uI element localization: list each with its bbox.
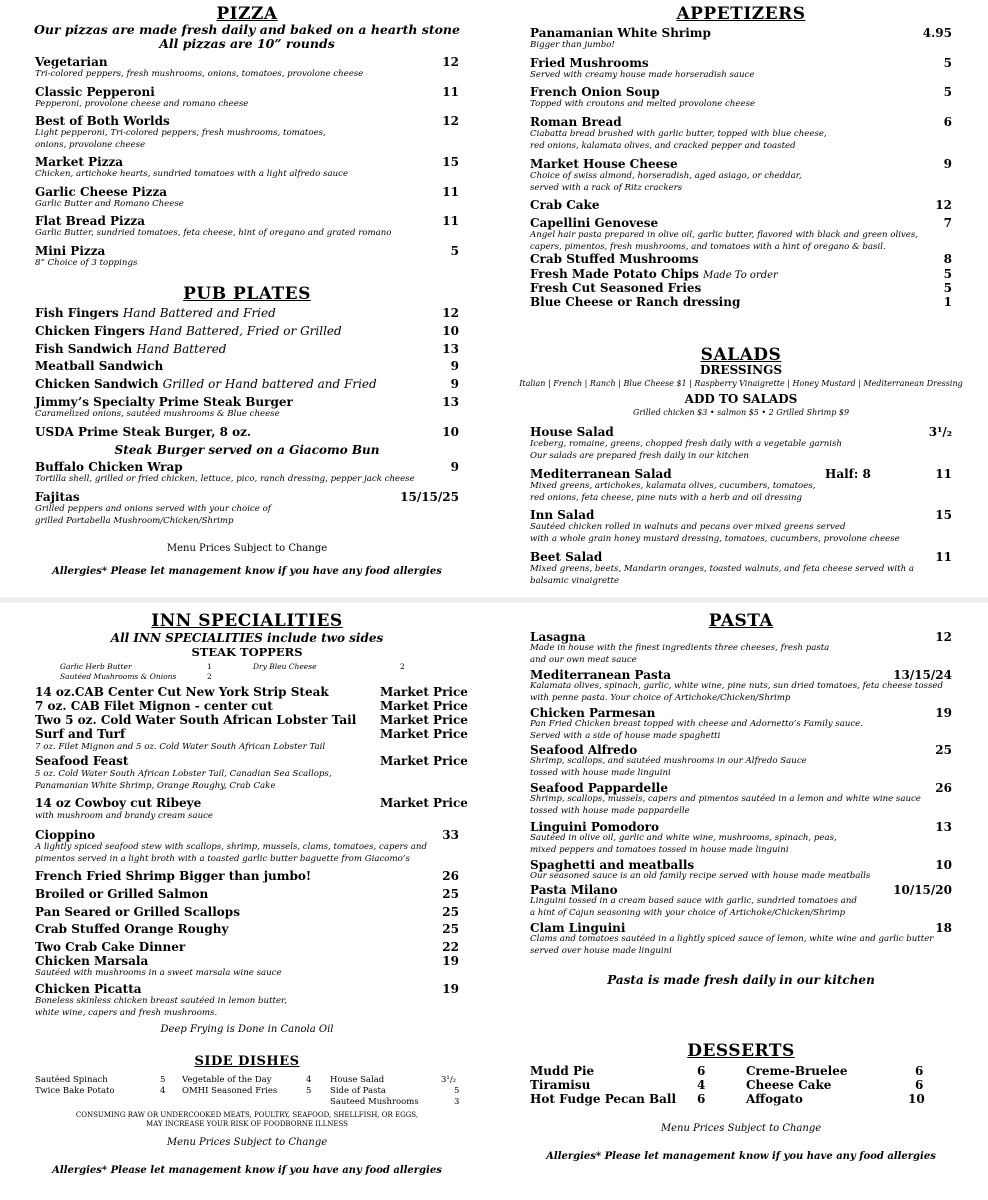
item-name: Crab Stuffed Orange Roughy xyxy=(35,922,229,936)
item-price: 8 xyxy=(943,252,952,266)
item-price: 9 xyxy=(450,377,459,391)
item-price: 12 xyxy=(442,55,459,69)
item-description: Mixed greens, artichokes, kalamata olives, cucumbers, tomatoes, red onions, feta cheese, pine nuts with a herb and oil dressing xyxy=(530,481,816,503)
item-description: Shrimp, scallops, and sautéed mushrooms in our Alfredo Sauce tossed with house made linguini xyxy=(530,756,807,778)
item-name xyxy=(35,324,342,338)
item-description: Boneless skinless chicken breast sautéed in lemon butter, white wine, capers and fresh mushrooms. xyxy=(35,996,287,1018)
item-description: Iceberg, romaine, greens, chopped fresh daily with a vegetable garnish Our salads are prepared fresh daily in our kitchen xyxy=(530,439,842,461)
prices-note: Menu Prices Subject to Change xyxy=(166,543,328,554)
item-price: 25 xyxy=(442,922,459,936)
item-price: 33 xyxy=(442,828,459,842)
item-price: 13 xyxy=(442,342,459,356)
pizza-subtitle-1: Our pizzas are made fresh daily and baked on a hearth stone xyxy=(34,22,460,37)
item-price: 5 xyxy=(943,85,952,99)
dessert-name: Mudd Pie xyxy=(530,1064,595,1078)
item-price: 11 xyxy=(935,550,952,564)
appetizers-heading: APPETIZERS xyxy=(676,4,806,24)
dessert-name: Hot Fudge Pecan Ball xyxy=(530,1092,677,1106)
side-price: 4 xyxy=(160,1086,166,1096)
item-description: Light pepperoni, Tri-colored peppers, fresh mushrooms, tomatoes, onions, provolone cheese xyxy=(35,128,326,150)
item-name: Surf and Turf xyxy=(35,727,126,741)
topper-name: Sautéed Mushrooms & Onions xyxy=(60,672,177,681)
item-price: 5 xyxy=(450,244,459,258)
item-price: 19 xyxy=(442,954,459,968)
item-name: Fresh Cut Seasoned Fries xyxy=(530,281,702,295)
item-name: Roman Bread xyxy=(530,115,622,129)
item-name: Buffalo Chicken Wrap xyxy=(35,460,183,474)
item-name xyxy=(35,377,377,391)
item-description: Topped with croutons and melted provolone cheese xyxy=(530,99,756,109)
item-inline-note: Grilled or Hand battered and Fried xyxy=(162,377,377,391)
item-price: 12 xyxy=(935,198,952,212)
item-name-text: Fish Sandwich xyxy=(35,342,133,356)
bun-note: Steak Burger served on a Giacomo Bun xyxy=(114,443,380,457)
item-name: 14 oz Cowboy cut Ribeye xyxy=(35,796,202,810)
pub-plates-heading: PUB PLATES xyxy=(183,284,311,304)
item-description: Caramelized onions, sautéed mushrooms & Blue cheese xyxy=(35,409,280,419)
item-name: Beet Salad xyxy=(530,550,603,564)
inn-specialities-heading: INN SPECIALITIES xyxy=(151,611,343,631)
item-price: 15 xyxy=(935,508,952,522)
item-price: Market Price xyxy=(380,796,468,810)
item-price: 18 xyxy=(935,921,952,935)
item-name: Capellini Genovese xyxy=(530,216,659,230)
allergy-note: Allergies* Please let management know if you have any food allergies xyxy=(52,566,442,577)
item-name xyxy=(35,306,276,320)
item-price: Market Price xyxy=(380,713,468,727)
consumption-warning-line-1: CONSUMING RAW OR UNDERCOOKED MEATS, POULTRY, SEAFOOD, SHELLFISH, OR EGGS, xyxy=(75,1111,419,1119)
item-price: 26 xyxy=(442,869,459,883)
item-name: Chicken Parmesan xyxy=(530,706,656,720)
item-name-text: Fresh Made Potato Chips xyxy=(530,267,699,281)
item-name: Seafood Alfredo xyxy=(530,743,638,757)
item-price: 11 xyxy=(442,214,459,228)
side-price: 3 xyxy=(454,1097,460,1107)
item-price: 9 xyxy=(450,359,459,373)
topper-price: 2 xyxy=(400,662,405,671)
item-name: Crab Cake xyxy=(530,198,600,212)
item-price: 10/15/20 xyxy=(893,883,952,897)
side-price: 5 xyxy=(454,1086,460,1096)
item-price: 13 xyxy=(935,820,952,834)
item-description: 8” Choice of 3 toppings xyxy=(35,258,138,268)
pasta-desserts-quadrant xyxy=(494,603,988,1200)
item-name: Panamanian White Shrimp xyxy=(530,26,711,40)
item-price: 9 xyxy=(450,460,459,474)
dessert-name: Cheese Cake xyxy=(746,1078,832,1092)
side-name: Side of Pasta xyxy=(330,1086,386,1096)
side-name: Vegetable of the Day xyxy=(182,1075,272,1085)
item-name: Market House Cheese xyxy=(530,157,678,171)
add-to-salads-list: Grilled chicken $3 • salmon $5 • 2 Grilled Shrimp $9 xyxy=(632,408,850,417)
item-price: 1 xyxy=(943,295,952,309)
side-name: Sauteed Mushrooms xyxy=(330,1097,419,1107)
item-name-text: Chicken Fingers xyxy=(35,324,145,338)
item-name: House Salad xyxy=(530,425,614,439)
item-name: Classic Pepperoni xyxy=(35,85,155,99)
dressings-heading: DRESSINGS xyxy=(699,363,783,377)
item-description: 7 oz. Filet Mignon and 5 oz. Cold Water South African Lobster Tail xyxy=(35,742,326,752)
item-description: Garlic Butter and Romano Cheese xyxy=(35,199,184,209)
item-price: 10 xyxy=(442,425,459,439)
item-name: Garlic Cheese Pizza xyxy=(35,185,168,199)
item-name: Clam Linguini xyxy=(530,921,626,935)
item-price: 12 xyxy=(935,630,952,644)
dessert-price: 6 xyxy=(915,1064,924,1078)
item-name: Broiled or Grilled Salmon xyxy=(35,887,209,901)
item-price: 25 xyxy=(442,887,459,901)
dessert-price: 10 xyxy=(908,1092,925,1106)
item-name: Fried Mushrooms xyxy=(530,56,649,70)
side-name: Sautéed Spinach xyxy=(35,1075,108,1085)
item-description: 5 oz. Cold Water South African Lobster Tail, Canadian Sea Scallops, Panamanian White Shrimp, Orange Roughy, Crab Cake xyxy=(35,769,332,791)
item-price: 10 xyxy=(935,858,952,872)
item-name: Two Crab Cake Dinner xyxy=(35,940,186,954)
prices-note: Menu Prices Subject to Change xyxy=(660,1123,822,1134)
item-price: 6 xyxy=(943,115,952,129)
item-price: 26 xyxy=(935,781,952,795)
appetizers-salads-quadrant xyxy=(494,0,988,597)
item-description: Sautéed with mushrooms in a sweet marsala wine sauce xyxy=(35,968,282,978)
item-inline-note: Hand Battered xyxy=(136,342,227,356)
item-price: 22 xyxy=(442,940,459,954)
item-description: Linguini tossed in a cream based sauce with garlic, sundried tomatoes and a hint of Cajun seasoning with your choice of Artichoke/Chicken/Shrimp xyxy=(530,896,857,918)
pizza-subtitle-2: All pizzas are 10” rounds xyxy=(159,36,335,51)
item-name: Inn Salad xyxy=(530,508,595,522)
item-description: Angel hair pasta prepared in olive oil, garlic butter, flavored with black and green olives, capers, pimentos, fresh mushrooms, and tomatoes with a hint of oregano & basil. xyxy=(530,230,919,252)
item-name: Chicken Marsala xyxy=(35,954,149,968)
item-name: Pan Seared or Grilled Scallops xyxy=(35,905,240,919)
item-price: 5 xyxy=(943,267,952,281)
item-description: Grilled peppers and onions served with your choice of grilled Portabella Mushroom/Chicken/Shrimp xyxy=(35,504,271,526)
item-name: Lasagna xyxy=(530,630,586,644)
side-name: House Salad xyxy=(330,1075,385,1085)
item-name: French Onion Soup xyxy=(530,85,660,99)
item-description: Our seasoned sauce is an old family recipe served with house made meatballs xyxy=(530,871,871,881)
item-name: USDA Prime Steak Burger, 8 oz. xyxy=(35,425,252,439)
dessert-price: 6 xyxy=(915,1078,924,1092)
item-description: Pepperoni, provolone cheese and romano cheese xyxy=(35,99,249,109)
side-price: 5 xyxy=(160,1075,166,1085)
side-price: 5 xyxy=(306,1086,312,1096)
item-inline-note: Hand Battered, Fried or Grilled xyxy=(149,324,342,338)
item-name: Mediterranean Salad xyxy=(530,467,672,481)
item-price: 5 xyxy=(943,281,952,295)
item-name: Market Pizza xyxy=(35,155,124,169)
topper-name: Garlic Herb Butter xyxy=(60,662,132,671)
side-name: Twice Bake Potato xyxy=(35,1086,115,1096)
item-price: 19 xyxy=(935,706,952,720)
item-price: 5 xyxy=(943,56,952,70)
item-name-text: Fish Fingers xyxy=(35,306,119,320)
item-name: Chicken Picatta xyxy=(35,982,142,996)
item-inline-note: Hand Battered and Fried xyxy=(122,306,276,320)
item-price: 11 xyxy=(935,467,952,481)
item-description: with mushroom and brandy cream sauce xyxy=(35,811,214,821)
steak-toppers-heading: STEAK TOPPERS xyxy=(191,645,303,659)
item-price: 25 xyxy=(935,743,952,757)
item-name: Fajitas xyxy=(35,490,80,504)
item-name: Seafood Pappardelle xyxy=(530,781,668,795)
item-description: Tri-colored peppers, fresh mushrooms, onions, tomatoes, provolone cheese xyxy=(35,69,364,79)
item-name: Cioppino xyxy=(35,828,96,842)
inn-subtitle: All INN SPECIALITIES include two sides xyxy=(110,631,384,645)
dessert-name: Affogato xyxy=(746,1092,803,1106)
item-name: Meatball Sandwich xyxy=(35,359,164,373)
item-price: 10 xyxy=(442,324,459,338)
item-description: A lightly spiced seafood stew with scallops, shrimp, mussels, clams, tomatoes, capers and pimentos served in a light broth with a toasted garlic butter baguette from Giacomo’s xyxy=(35,842,427,864)
allergy-note: Allergies* Please let management know if you have any food allergies xyxy=(546,1151,936,1162)
item-price: 13 xyxy=(442,395,459,409)
item-price: 4.95 xyxy=(922,26,952,40)
item-price: 15 xyxy=(442,155,459,169)
pizza-heading: PIZZA xyxy=(216,4,278,24)
item-name: Linguini Pomodoro xyxy=(530,820,659,834)
item-name: Crab Stuffed Mushrooms xyxy=(530,252,699,266)
item-price: 12 xyxy=(442,306,459,320)
item-description: Choice of swiss almond, horseradish, aged asiago, or cheddar, served with a rack of Ritz crackers xyxy=(530,171,802,193)
item-description: Pan Fried Chicken breast topped with cheese and Adornetto’s Family sauce. Served with a side of house made spaghetti xyxy=(530,719,863,741)
side-name: OMHI Seasoned Fries xyxy=(182,1086,278,1096)
dessert-name: Creme-Bruelee xyxy=(746,1064,848,1078)
item-name xyxy=(35,342,227,356)
item-price: 11 xyxy=(442,85,459,99)
item-name: Best of Both Worlds xyxy=(35,114,170,128)
item-description: Kalamata olives, spinach, garlic, white wine, pine nuts, sun dried tomatoes, feta cheese tossed with penne pasta. Your choice of Artichoke/Chicken/Shrimp xyxy=(530,681,943,703)
item-name: Flat Bread Pizza xyxy=(35,214,146,228)
dessert-name: Tiramisu xyxy=(530,1078,591,1092)
dessert-price: 6 xyxy=(697,1092,706,1106)
item-description: Bigger than jumbo! xyxy=(530,40,615,50)
side-price: 3¹/₂ xyxy=(441,1075,457,1085)
frying-note: Deep Frying is Done in Canola Oil xyxy=(160,1024,334,1035)
item-price: 11 xyxy=(442,185,459,199)
item-description: Shrimp, scallops, mussels, capers and pimentos sautéed in a lemon and white wine sauce tossed with house made pappardelle xyxy=(530,794,921,816)
item-name: 7 oz. CAB Filet Mignon - center cut xyxy=(35,699,273,713)
item-description: Tortilla shell, grilled or fried chicken, lettuce, pico, ranch dressing, pepper jack cheese xyxy=(35,474,415,484)
item-name: Blue Cheese or Ranch dressing xyxy=(530,295,741,309)
dessert-price: 4 xyxy=(697,1078,706,1092)
item-name: Seafood Feast xyxy=(35,754,129,768)
item-price: Market Price xyxy=(380,727,468,741)
item-price: Market Price xyxy=(380,754,468,768)
inn-specialities-quadrant xyxy=(0,603,494,1200)
item-price: 12 xyxy=(442,114,459,128)
item-name: Vegetarian xyxy=(35,55,108,69)
item-description: Garlic Butter, sundried tomatoes, feta cheese, hint of oregano and grated romano xyxy=(35,228,392,238)
item-price: 13/15/24 xyxy=(893,668,952,682)
pasta-heading: PASTA xyxy=(708,611,774,631)
item-description: Mixed greens, beets, Mandarin oranges, toasted walnuts, and feta cheese served with a balsamic vinaigrette xyxy=(530,564,915,586)
pizza-pub-quadrant xyxy=(0,0,494,597)
side-dishes-heading: SIDE DISHES xyxy=(194,1054,300,1069)
item-price: 25 xyxy=(442,905,459,919)
salads-heading: SALADS xyxy=(700,345,782,365)
dessert-price: 6 xyxy=(697,1064,706,1078)
item-name: Mediterranean Pasta xyxy=(530,668,672,682)
dressings-list: Italian | French | Ranch | Blue Cheese $1 | Raspberry Vinaigrette | Honey Mustard | Mediterranean Dressing xyxy=(519,379,963,388)
item-name: Jimmy’s Specialty Prime Steak Burger xyxy=(35,395,293,409)
item-price: 19 xyxy=(442,982,459,996)
item-price: 7 xyxy=(943,216,952,230)
item-inline-note: Made To order xyxy=(703,270,778,281)
item-description: Sautéed in olive oil, garlic and white wine, mushrooms, spinach, peas, mixed peppers and tomatoes tossed in house made linguini xyxy=(530,833,837,855)
item-price: Market Price xyxy=(380,685,468,699)
side-price: 4 xyxy=(306,1075,312,1085)
prices-note: Menu Prices Subject to Change xyxy=(166,1137,328,1148)
allergy-note: Allergies* Please let management know if you have any food allergies xyxy=(52,1165,442,1176)
item-name xyxy=(530,267,778,281)
item-price: 15/15/25 xyxy=(400,490,459,504)
item-description: Chicken, artichoke hearts, sundried tomatoes with a light alfredo sauce xyxy=(35,169,349,179)
desserts-heading: DESSERTS xyxy=(687,1041,795,1061)
item-description: Made in house with the finest ingredients three cheeses, fresh pasta and our own meat sauce xyxy=(530,643,830,665)
half-price: Half: 8 xyxy=(825,467,871,481)
item-name: 14 oz.CAB Center Cut New York Strip Steak xyxy=(35,685,329,699)
add-to-salads-heading: ADD TO SALADS xyxy=(684,392,798,406)
item-description: Sautéed chicken rolled in walnuts and pecans over mixed greens served with a whole grain honey mustard dressing, tomatoes, cucumbers, provolone cheese xyxy=(530,522,900,544)
item-name: Pasta Milano xyxy=(530,883,618,897)
consumption-warning-line-2: MAY INCREASE YOUR RISK OF FOODBORNE ILLNESS xyxy=(146,1120,348,1128)
topper-price: 2 xyxy=(207,672,212,681)
topper-price: 1 xyxy=(207,662,212,671)
item-description: Clams and tomatoes sautéed in a lightly spiced sauce of lemon, white wine and garlic butter served over house made linguini xyxy=(530,934,934,956)
item-price: 9 xyxy=(943,157,952,171)
item-name-text: Chicken Sandwich xyxy=(35,377,159,391)
item-name: Spaghetti and meatballs xyxy=(530,858,695,872)
item-price: 3¹/₂ xyxy=(928,425,952,439)
item-name: Two 5 oz. Cold Water South African Lobster Tail xyxy=(35,713,357,727)
item-name: Mini Pizza xyxy=(35,244,106,258)
item-description: Ciabatta bread brushed with garlic butter, topped with blue cheese, red onions, kalamata olives, and cracked pepper and toasted xyxy=(530,129,827,151)
topper-name: Dry Bleu Cheese xyxy=(253,662,317,671)
item-price: Market Price xyxy=(380,699,468,713)
item-name: French Fried Shrimp Bigger than jumbo! xyxy=(35,869,312,883)
pasta-fresh-note: Pasta is made fresh daily in our kitchen xyxy=(607,973,875,987)
item-description: Served with creamy house made horseradish sauce xyxy=(530,70,755,80)
